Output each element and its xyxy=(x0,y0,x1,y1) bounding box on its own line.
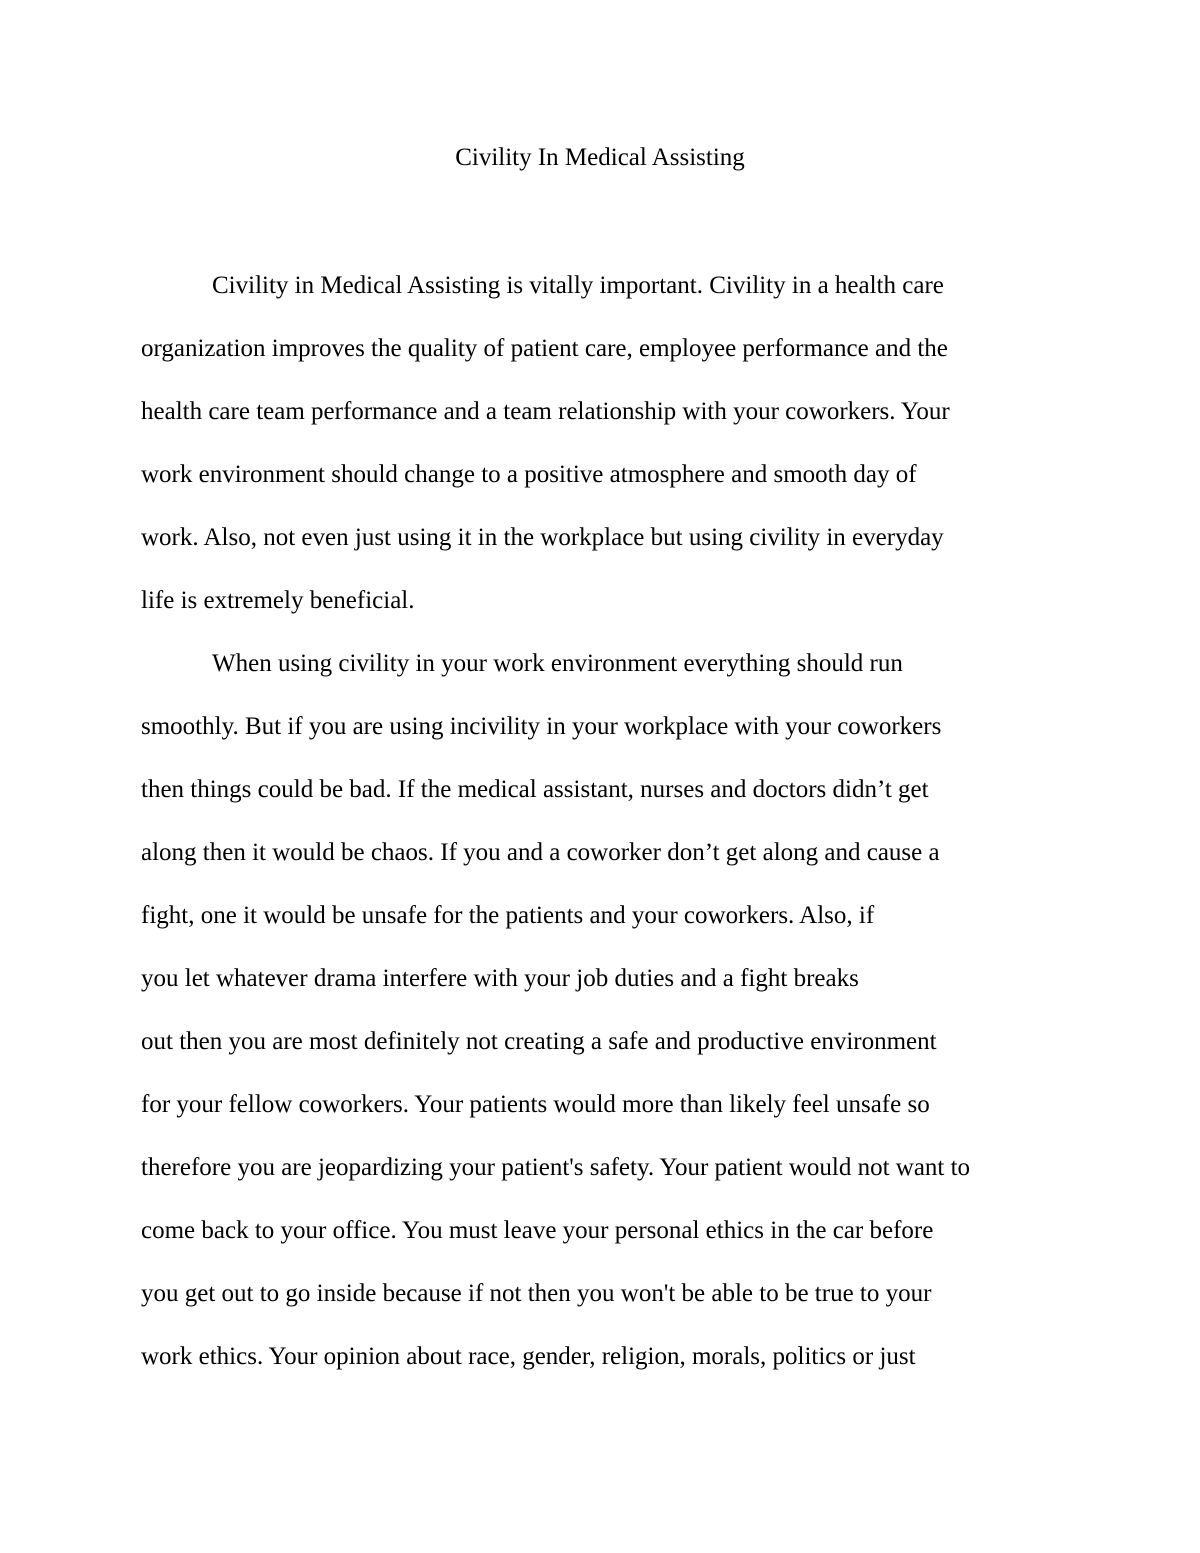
text-line: you get out to go inside because if not then you won't be able to be true to your xyxy=(141,1280,932,1307)
document-title: Civility In Medical Assisting xyxy=(455,144,745,171)
text-line: organization improves the quality of patient care, employee performance and the xyxy=(141,335,948,362)
text-line: work ethics. Your opinion about race, gender, religion, morals, politics or just xyxy=(141,1343,916,1370)
text-line: fight, one it would be unsafe for the patients and your coworkers. Also, if xyxy=(141,902,875,929)
text-line: therefore you are jeopardizing your patient's safety. Your patient would not want to xyxy=(141,1154,971,1181)
text-line: life is extremely beneficial. xyxy=(141,587,415,614)
text-line: along then it would be chaos. If you and a coworker don’t get along and cause a xyxy=(141,839,940,866)
text-line: for your fellow coworkers. Your patients would more than likely feel unsafe so xyxy=(141,1091,930,1118)
text-line: work. Also, not even just using it in the workplace but using civility in everyday xyxy=(141,524,944,551)
text-line: then things could be bad. If the medical assistant, nurses and doctors didn’t get xyxy=(141,776,929,803)
text-line: When using civility in your work environment everything should run xyxy=(212,650,903,677)
text-line: smoothly. But if you are using incivility in your workplace with your coworkers xyxy=(141,713,942,740)
text-line: come back to your office. You must leave your personal ethics in the car before xyxy=(141,1217,934,1244)
text-line: Civility in Medical Assisting is vitally important. Civility in a health care xyxy=(212,272,944,299)
text-line: out then you are most definitely not creating a safe and productive environment xyxy=(141,1028,937,1055)
text-line: health care team performance and a team relationship with your coworkers. Your xyxy=(141,398,950,425)
text-line: you let whatever drama interfere with your job duties and a fight breaks xyxy=(141,965,859,992)
text-line: work environment should change to a positive atmosphere and smooth day of xyxy=(141,461,917,488)
